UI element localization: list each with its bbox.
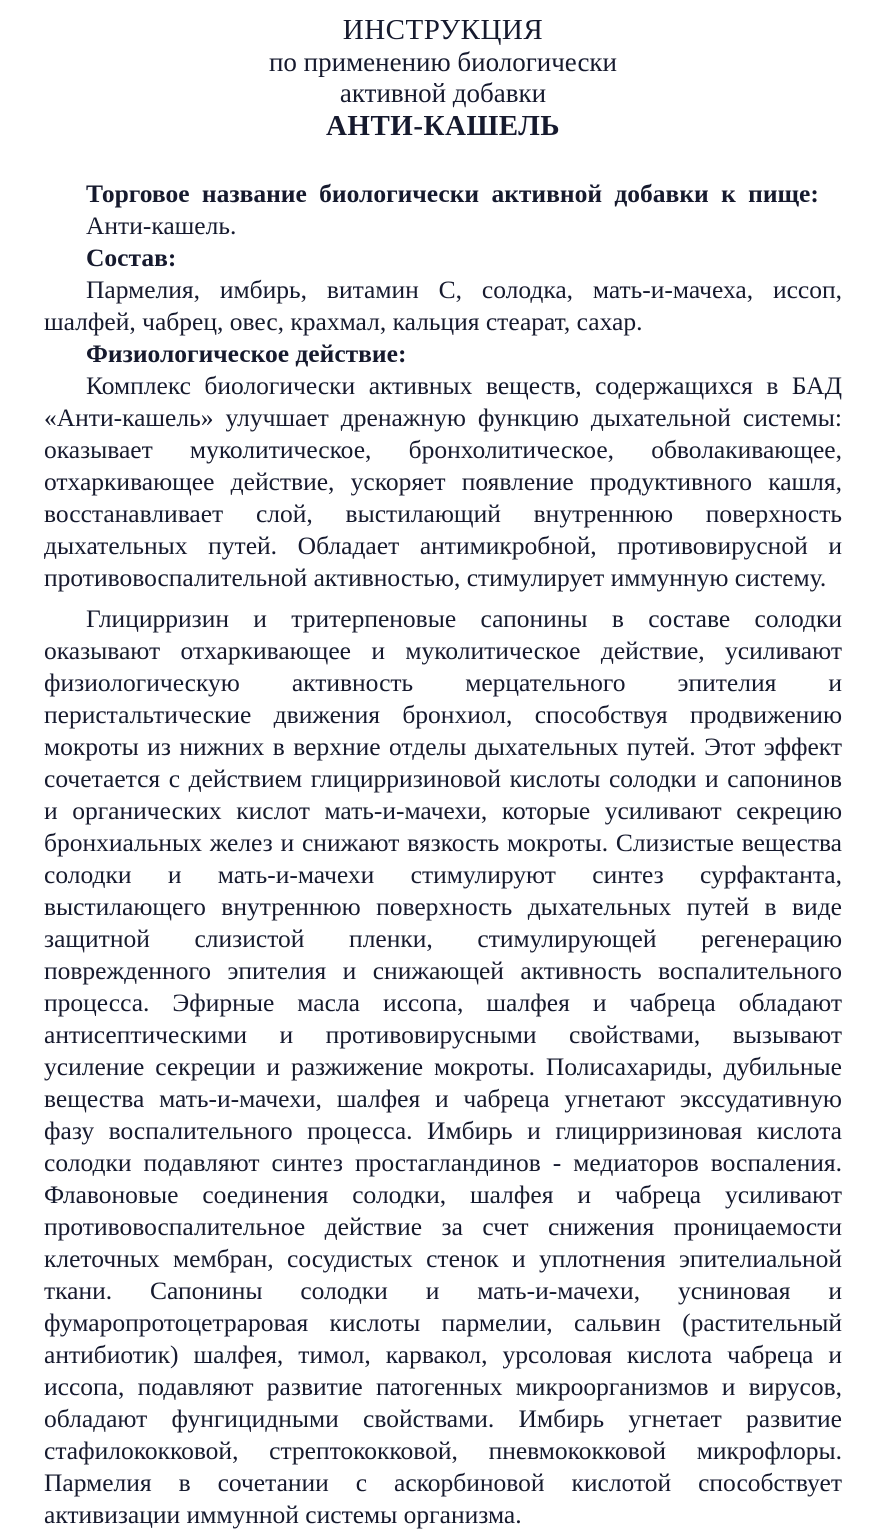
spacer: [44, 594, 842, 603]
section-body-physiological-action: Комплекс биологически активных веществ, содержащихся в БАД «Анти-кашель» улучшает дренажную функцию дыхательной системы: оказывает муколитическое, бронхолитическое, обволакивающее, отхаркивающее действие, ускоряет появление продуктивного кашля, восстанавливает слой, выстилающий внутреннюю поверхность дыхательных путей. Обладает антимикробной, противовирусной и противовоспалительной активностью, стимулирует иммунную систему.: [44, 370, 842, 592]
document-title-line-1: ИНСТРУКЦИЯ: [342, 14, 544, 46]
document-title-line-3: активной добавки: [339, 77, 547, 108]
section-body-composition: Пармелия, имбирь, витамин С, солодка, мать-и-мачеха, иссоп, шалфей, чабрец, овес, крахмал, кальция стеарат, сахар.: [44, 274, 842, 336]
spacer: [44, 169, 842, 178]
document-title-block: [44, 14, 842, 143]
document-body: [44, 169, 842, 1531]
section-body-trade-name: Анти-кашель.: [86, 210, 237, 240]
document-title-line-2: по применению биологически: [268, 47, 618, 78]
section-heading-physiological-action: Физиологическое действие:: [86, 338, 407, 368]
section-heading-composition: Состав:: [86, 242, 177, 272]
document-product-name: АНТИ-КАШЕЛЬ: [325, 109, 561, 142]
section-heading-trade-name: Торговое название биологически активной добавки к пище:: [86, 178, 819, 208]
paragraph-glycyrrhizin: Глицирризин и тритерпеновые сапонины в составе солодки оказывают отхаркивающее и муколитическое действие, усиливают физиологическую активность мерцательного эпителия и перистальтические движения бронхиол, способствуя продвижению мокроты из нижних в верхние отделы дыхательных путей. Этот эффект сочетается с действием глицирризиновой кислоты солодки и сапонинов и органических кислот мать-и-мачехи, которые усиливают секрецию бронхиальных желез и снижают вязкость мокроты. Слизистые вещества солодки и мать-и-мачехи стимулируют синтез сурфактанта, выстилающего внутреннюю поверхность дыхательных путей в виде защитной слизистой пленки, стимулирующей регенерацию поврежденного эпителия и снижающей активность воспалительного процесса. Эфирные масла иссопа, шалфея и чабреца обладают антисептическими и противовирусными свойствами, вызывают усиление секреции и разжижение мокроты. Полисахариды, дубильные вещества мать-и-мачехи, шалфея и чабреца угнетают экссудативную фазу воспалительного процесса. Имбирь и глицирризиновая кислота солодки подавляют синтез простагландинов - медиаторов воспаления. Флавоновые соединения солодки, шалфея и чабреца усиливают противовоспалительное действие за счет снижения проницаемости клеточных мембран, сосудистых стенок и уплотнения эпителиальной ткани. Сапонины солодки и мать-и-мачехи, усниновая и фумаропротоцетраровая кислоты пармелии, сальвин (растительный антибиотик) шалфея, тимол, карвакол, урсоловая кислота чабреца и иссопа, подавляют развитие патогенных микроорганизмов и вирусов, обладают фунгицидными свойствами. Имбирь угнетает развитие стафилококковой, стрептококковой, пневмококковой микрофлоры. Пармелия в сочетании с аскорбиновой кислотой способствует активизации иммунной системы организма.: [44, 603, 842, 1529]
